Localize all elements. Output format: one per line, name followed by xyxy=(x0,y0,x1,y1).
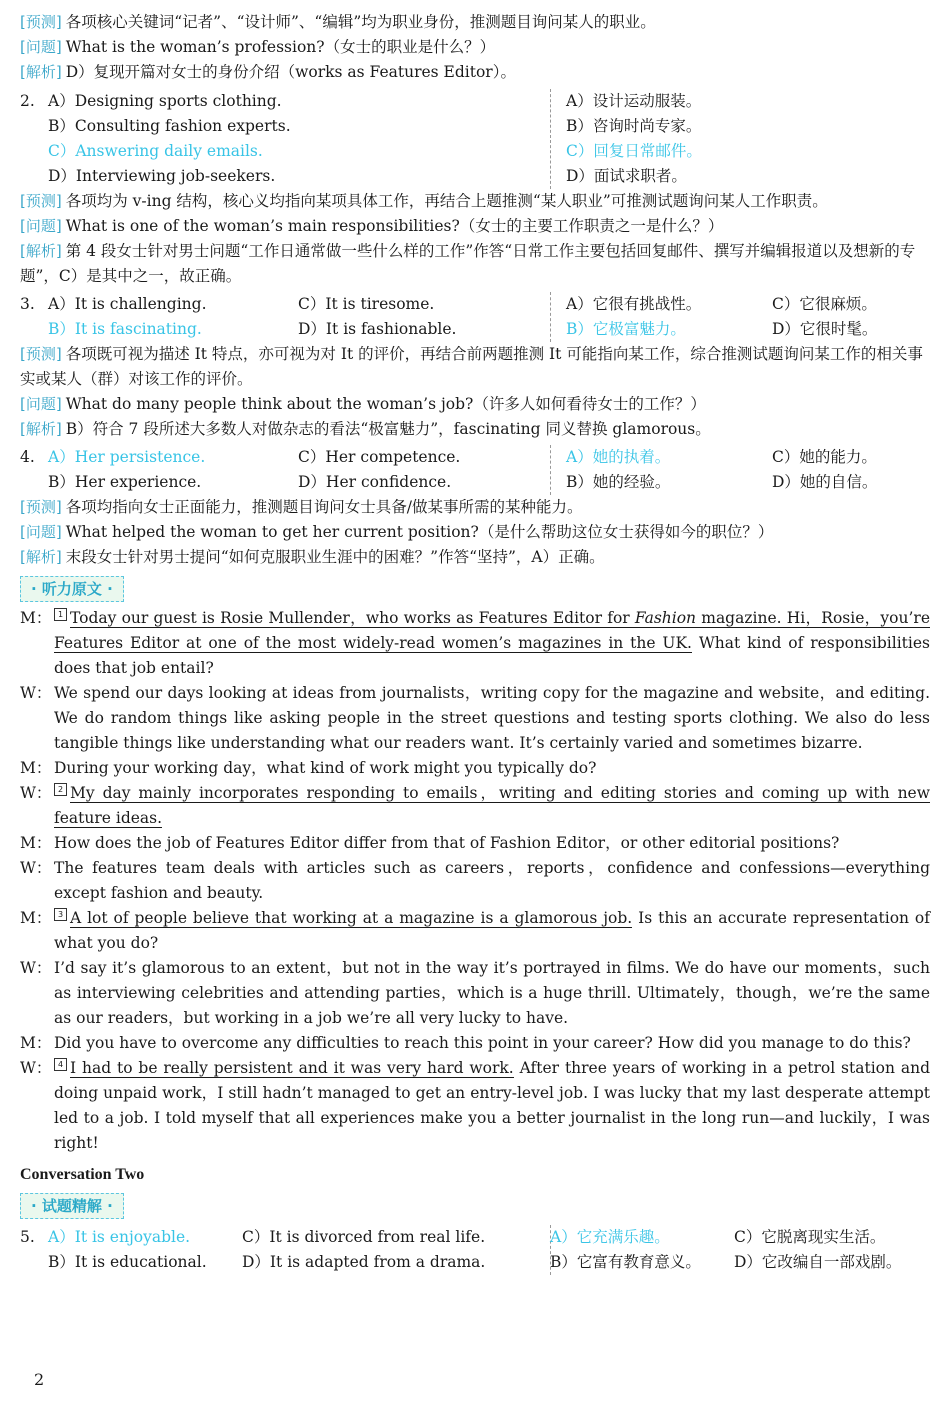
q3-option-d-zh: D）它很时髦。 xyxy=(772,320,878,338)
dialogue-text: During your working day，what kind of work might you typically do? xyxy=(54,759,597,777)
dialogue-text: How does the job of Features Editor differ from that of Fashion Editor，or other editorial positions? xyxy=(54,834,840,852)
q4-wenti-text: What helped the woman to get her current position?（是什么帮助这位女士获得如今的职位？） xyxy=(65,523,774,541)
jiexi-tag: [解析] xyxy=(20,242,62,260)
q4-option-b-en: B）Her experience. xyxy=(48,473,202,491)
q2-option-d-en: D）Interviewing job-seekers. xyxy=(48,167,276,185)
q2-wenti xyxy=(20,214,930,239)
wenti-tag: [问题] xyxy=(20,217,62,235)
speaker-label: W： xyxy=(20,959,52,977)
q5-option-d-en: D）It is adapted from a drama. xyxy=(242,1253,486,1271)
q3-option-b-en: B）It is fascinating. xyxy=(48,320,202,338)
q4-option-d-zh: D）她的自信。 xyxy=(772,473,878,491)
speaker-label: M： xyxy=(20,834,52,852)
q3-option-row xyxy=(20,292,930,317)
q3-option-c-zh: C）它很麻烦。 xyxy=(772,295,877,313)
question-2 xyxy=(20,89,930,189)
q1-wenti-text: What is the woman’s profession?（女士的职业是什么？） xyxy=(65,38,496,56)
yuce-tag: [预测] xyxy=(20,192,62,210)
dialogue-text: The features team deals with articles such as careers，reports，confidence and confessions—everything except fashion and beauty. xyxy=(54,859,930,902)
q4-option-a-en: A）Her persistence. xyxy=(48,448,206,466)
analysis-banner: · 试题精解 · xyxy=(20,1193,124,1219)
q2-option-c-zh: C）回复日常邮件。 xyxy=(566,142,702,160)
underlined-text: My day mainly incorporates responding to emails，writing and editing stories and coming up with new feature ideas. xyxy=(54,784,930,827)
dialogue-text: After three years of working in a petrol station and doing unpaid work，I still hadn’t managed to get an entry-level job. I was lucky that my last desperate attempt led to a job. I told myself that all experiences make you a better journalist in the long run—and luckily，I was right! xyxy=(54,1059,930,1152)
dialogue-line-4 xyxy=(20,781,930,831)
page-content xyxy=(20,10,930,1275)
dialogue-line-5 xyxy=(20,831,930,856)
q3-number: 3. xyxy=(20,295,35,313)
underlined-text: I had to be really persistent and it was very hard work. xyxy=(70,1059,514,1077)
dialogue-text: Is this an accurate representation of what you do? xyxy=(54,909,930,952)
question-4 xyxy=(20,445,930,495)
q3-jiexi-text: B）符合 7 段所述大多数人对做杂志的看法“极富魅力”，fascinating 同义替换 glamorous。 xyxy=(65,420,711,438)
q2-jiexi-text: 第 4 段女士针对男士问题“工作日通常做一些什么样的工作”作答“日常工作主要包括回复邮件、撰写并编辑报道以及想新的专题”，C）是其中之一，故正确。 xyxy=(20,242,916,285)
q1-jiexi-text: D）复现开篇对女士的身份介绍（works as Features Editor）。 xyxy=(65,63,516,81)
underlined-italic-text: Fashion xyxy=(634,609,697,627)
conversation-two-heading: Conversation Two xyxy=(20,1166,145,1183)
q4-jiexi xyxy=(20,545,930,570)
dialogue-line-3 xyxy=(20,756,930,781)
dialogue-text: What kind of responsibilities does that job entail? xyxy=(54,634,930,677)
speaker-label: M： xyxy=(20,609,52,627)
question-3 xyxy=(20,292,930,342)
q3-yuce-text: 各项既可视为描述 It 特点，亦可视为对 It 的评价，再结合前两题推测 It 可能指向某工作，综合推测试题询问某工作的相关事实或某人（群）对该工作的评价。 xyxy=(20,345,923,388)
question-5 xyxy=(20,1225,930,1275)
jiexi-tag: [解析] xyxy=(20,63,62,81)
sentence-number-marker: 3 xyxy=(54,908,67,921)
q2-option-b-zh: B）咨询时尚专家。 xyxy=(566,117,702,135)
speaker-label: M： xyxy=(20,909,52,927)
q5-option-c-zh: C）它脱离现实生活。 xyxy=(734,1228,886,1246)
q4-option-a-zh: A）她的执着。 xyxy=(566,448,671,466)
jiexi-tag: [解析] xyxy=(20,420,62,438)
q2-jiexi xyxy=(20,239,930,289)
dialogue-text: We spend our days looking at ideas from journalists，writing copy for the magazine and website，and editing. We do random things like asking people in the street questions and testing sports clothing. We also do less tangible things like understanding what our readers want. It’s certainly varied and sometimes bizarre. xyxy=(54,684,930,752)
wenti-tag: [问题] xyxy=(20,395,62,413)
q3-jiexi xyxy=(20,417,930,442)
q1-wenti xyxy=(20,35,930,60)
q4-yuce xyxy=(20,495,930,520)
q4-option-d-en: D）Her confidence. xyxy=(298,473,452,491)
speaker-label: W： xyxy=(20,859,52,877)
sentence-number-marker: 2 xyxy=(54,783,67,796)
q2-yuce-text: 各项均为 v-ing 结构，核心义均指向某项具体工作，再结合上题推测“某人职业”可推测试题询问某人工作职责。 xyxy=(65,192,828,210)
q2-option-row xyxy=(20,139,930,164)
q4-yuce-text: 各项均指向女士正面能力，推测题目询问女士具备/做某事所需的某种能力。 xyxy=(65,498,583,516)
q5-number: 5. xyxy=(20,1228,35,1246)
q3-wenti xyxy=(20,392,930,417)
q4-number: 4. xyxy=(20,448,35,466)
speaker-label: W： xyxy=(20,684,52,702)
speaker-label: M： xyxy=(20,1034,52,1052)
q3-option-d-en: D）It is fashionable. xyxy=(298,320,457,338)
yuce-tag: [预测] xyxy=(20,498,62,516)
wenti-tag: [问题] xyxy=(20,38,62,56)
q5-option-c-en: C）It is divorced from real life. xyxy=(242,1228,486,1246)
yuce-tag: [预测] xyxy=(20,345,62,363)
yuce-tag: [预测] xyxy=(20,13,62,31)
q4-option-row xyxy=(20,470,930,495)
transcript-banner: · 听力原文 · xyxy=(20,576,124,602)
q1-jiexi xyxy=(20,60,930,85)
dialogue-line-8 xyxy=(20,956,930,1031)
q3-wenti-text: What do many people think about the woman’s job?（许多人如何看待女士的工作？） xyxy=(65,395,706,413)
page-number: 2 xyxy=(34,1370,45,1389)
speaker-label: W： xyxy=(20,1059,52,1077)
q4-option-c-en: C）Her competence. xyxy=(298,448,461,466)
q4-jiexi-text: 末段女士针对男士提问“如何克服职业生涯中的困难？”作答“坚持”，A）正确。 xyxy=(65,548,605,566)
q1-yuce xyxy=(20,10,930,35)
q2-option-row xyxy=(20,164,930,189)
dialogue-text: Did you have to overcome any difficulties to reach this point in your career? How did you manage to do this? xyxy=(54,1034,911,1052)
sentence-number-marker: 1 xyxy=(54,608,67,621)
q2-option-d-zh: D）面试求职者。 xyxy=(566,167,687,185)
q4-option-row xyxy=(20,445,930,470)
q2-number: 2. xyxy=(20,92,35,110)
q3-option-row xyxy=(20,317,930,342)
dialogue-line-7 xyxy=(20,906,930,956)
q4-option-b-zh: B）她的经验。 xyxy=(566,473,671,491)
q2-option-a-zh: A）设计运动服装。 xyxy=(566,92,702,110)
q5-option-a-en: A）It is enjoyable. xyxy=(48,1228,191,1246)
dialogue-line-6 xyxy=(20,856,930,906)
q1-yuce-text: 各项核心关键词“记者”、“设计师”、“编辑”均为职业身份，推测题目询问某人的职业。 xyxy=(65,13,656,31)
q3-option-c-en: C）It is tiresome. xyxy=(298,295,435,313)
dialogue-line-1 xyxy=(20,606,930,681)
q5-option-b-en: B）It is educational. xyxy=(48,1253,207,1271)
underlined-text: A lot of people believe that working at a magazine is a glamorous job. xyxy=(70,909,633,927)
q3-option-b-zh: B）它极富魅力。 xyxy=(566,320,686,338)
dialogue-line-9 xyxy=(20,1031,930,1056)
q4-option-c-zh: C）她的能力。 xyxy=(772,448,877,466)
q2-option-a-en: A）Designing sports clothing. xyxy=(48,92,282,110)
q2-option-row xyxy=(20,114,930,139)
speaker-label: M： xyxy=(20,759,52,777)
speaker-label: W： xyxy=(20,784,52,802)
dialogue-line-10 xyxy=(20,1056,930,1156)
q3-option-a-en: A）It is challenging. xyxy=(48,295,207,313)
dialogue-line-2 xyxy=(20,681,930,756)
q3-yuce xyxy=(20,342,930,392)
underlined-text: magazine. Hi，Rosie，you’re Features Editor at one of the most widely-read women’s magazines in the UK. xyxy=(54,609,930,652)
q5-option-row xyxy=(20,1225,930,1250)
q5-option-a-zh: A）它充满乐趣。 xyxy=(550,1228,670,1246)
q3-option-a-zh: A）它很有挑战性。 xyxy=(566,295,702,313)
q2-option-row xyxy=(20,89,930,114)
q5-option-d-zh: D）它改编自一部戏剧。 xyxy=(734,1253,902,1271)
q4-wenti xyxy=(20,520,930,545)
jiexi-tag: [解析] xyxy=(20,548,62,566)
q2-option-c-en: C）Answering daily emails. xyxy=(48,142,263,160)
q5-option-b-zh: B）它富有教育意义。 xyxy=(550,1253,701,1271)
dialogue-text: I’d say it’s glamorous to an extent，but not in the way it’s portrayed in films. We do have our moments，such as interviewing celebrities and attending parties，which is a huge thrill. Ultimately，though，we’re the same as our readers，but working in a job we’re all very lucky to have. xyxy=(54,959,930,1027)
wenti-tag: [问题] xyxy=(20,523,62,541)
q5-option-row xyxy=(20,1250,930,1275)
q2-yuce xyxy=(20,189,930,214)
sentence-number-marker: 4 xyxy=(54,1058,67,1071)
q2-option-b-en: B）Consulting fashion experts. xyxy=(48,117,291,135)
q2-wenti-text: What is one of the woman’s main responsibilities?（女士的主要工作职责之一是什么？） xyxy=(65,217,724,235)
underlined-text: Today our guest is Rosie Mullender，who works as Features Editor for xyxy=(70,609,635,627)
